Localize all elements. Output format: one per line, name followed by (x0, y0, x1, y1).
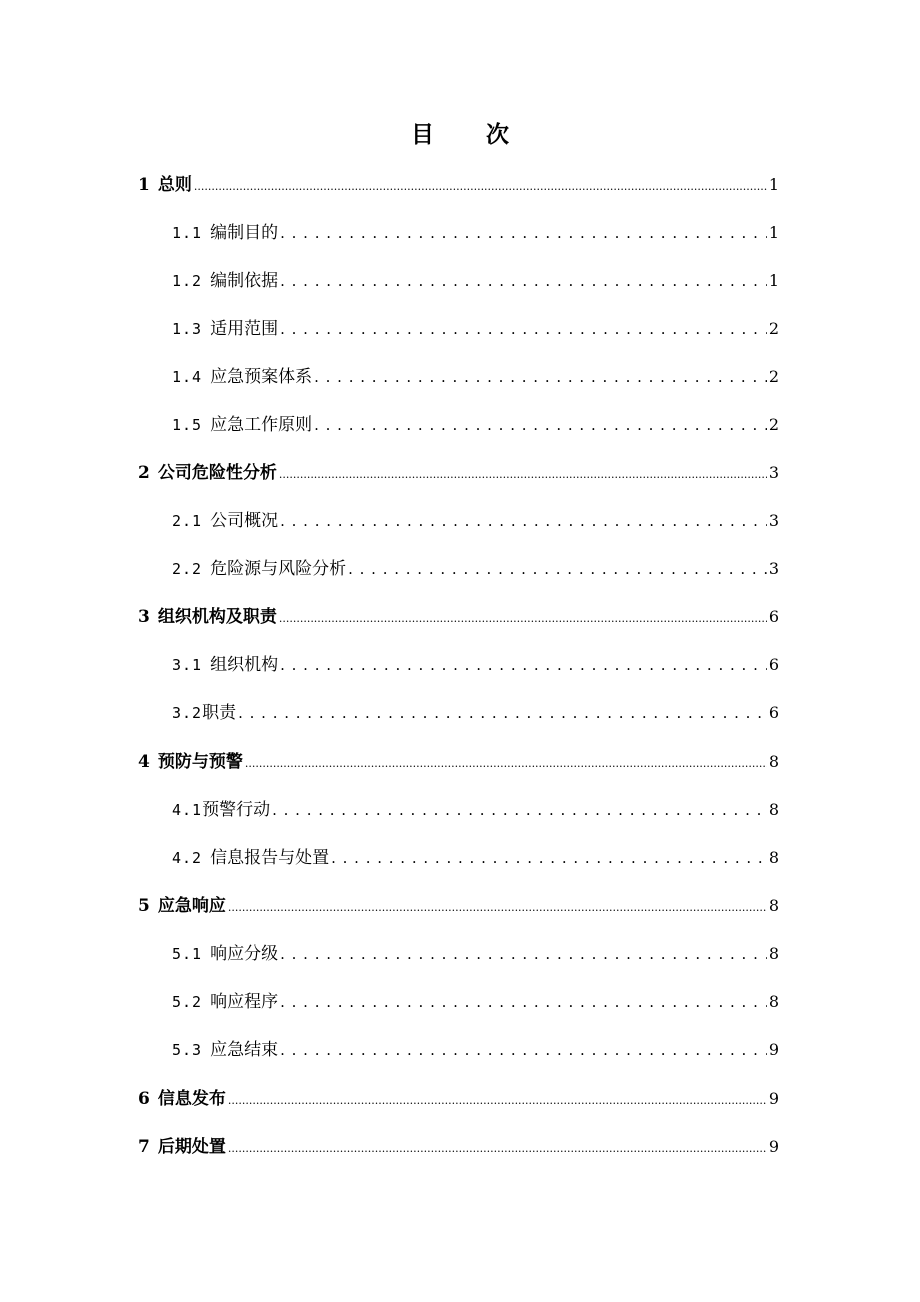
toc-leader-dots (194, 170, 767, 202)
toc-entry-number: 2.2 (172, 560, 203, 578)
toc-leader-dots (348, 554, 767, 584)
toc-title: 目 次 (410, 121, 531, 148)
toc-entry-page: 2 (768, 415, 779, 434)
toc-entry-page: 6 (768, 607, 779, 626)
toc-entry-page: 3 (768, 559, 779, 578)
toc-entry-page: 8 (768, 992, 779, 1011)
toc-entry[interactable] (172, 506, 779, 536)
toc-leader-dots (228, 1132, 767, 1164)
toc-leader-dots (280, 218, 767, 248)
toc-entry-title: 应急预案体系 (210, 367, 313, 387)
toc-entry-page: 3 (768, 511, 779, 530)
toc-entry-number: 1.2 (172, 272, 203, 290)
toc-entry-title: 公司危险性分析 (157, 463, 277, 483)
toc-entry-number: 1.3 (172, 320, 203, 338)
toc-entry[interactable] (172, 554, 779, 584)
toc-entry-title: 公司概况 (210, 511, 279, 531)
toc-entry-page: 1 (768, 223, 779, 242)
toc-entry-title: 应急工作原则 (210, 415, 313, 435)
toc-entry-number: 3 (138, 607, 150, 627)
toc-entry[interactable] (138, 458, 779, 488)
toc-entry-number: 3.2 (172, 704, 203, 722)
toc-entry[interactable] (172, 1035, 779, 1065)
toc-entry-number: 5 (138, 896, 150, 916)
toc-entry-number: 3.1 (172, 656, 203, 674)
toc-entry-page: 8 (768, 752, 779, 771)
toc-entry[interactable] (172, 843, 779, 873)
toc-entry-page: 1 (768, 271, 779, 290)
toc-entry-number: 5.1 (172, 945, 203, 963)
toc-entry-title: 编制目的 (210, 223, 279, 243)
toc-entry-page: 1 (768, 175, 779, 194)
toc-entry-page: 8 (768, 944, 779, 963)
toc-entry-page: 3 (768, 463, 779, 482)
toc-entry-number: 1.5 (172, 416, 203, 434)
toc-leader-dots (280, 266, 767, 296)
toc-leader-dots (280, 314, 767, 344)
toc-entry-number: 1 (138, 175, 150, 195)
toc-entry[interactable] (172, 410, 779, 440)
toc-entry-title: 后期处置 (157, 1137, 226, 1157)
toc-entry-page: 8 (768, 800, 779, 819)
toc-leader-dots (314, 362, 767, 392)
toc-entry-number: 4.1 (172, 801, 203, 819)
toc-leader-dots (280, 987, 767, 1017)
toc-entry[interactable] (172, 218, 779, 248)
toc-entry-title: 信息报告与处置 (210, 848, 330, 868)
toc-entry[interactable] (172, 650, 779, 680)
toc-entry[interactable] (138, 747, 779, 777)
toc-leader-dots (314, 410, 767, 440)
toc-entry[interactable] (172, 987, 779, 1017)
toc-entry-title: 职责 (202, 703, 237, 723)
toc-entry[interactable] (172, 362, 779, 392)
toc-entry[interactable] (172, 795, 779, 825)
toc-entry[interactable] (138, 891, 779, 921)
toc-entry-page: 2 (768, 367, 779, 386)
toc-entry-number: 5.2 (172, 993, 203, 1011)
toc-leader-dots (279, 602, 767, 634)
toc-entry[interactable] (172, 698, 779, 728)
toc-entry-title: 编制依据 (210, 271, 279, 291)
toc-entry-number: 4.2 (172, 849, 203, 867)
toc-entry-title: 预警行动 (202, 800, 271, 820)
toc-leader-dots (245, 747, 767, 779)
toc-entry-title: 预防与预警 (157, 752, 243, 772)
toc-leader-dots (280, 506, 767, 536)
toc-entry-page: 2 (768, 319, 779, 338)
toc-entry-number: 2 (138, 463, 150, 483)
toc-entry[interactable] (172, 939, 779, 969)
toc-entry-page: 9 (768, 1089, 779, 1108)
toc-leader-dots (280, 939, 767, 969)
toc-entry-number: 4 (138, 752, 150, 772)
toc-entry-number: 1.1 (172, 224, 203, 242)
toc-entry-number: 2.1 (172, 512, 203, 530)
toc-entry-number: 7 (138, 1137, 150, 1157)
toc-entry-page: 8 (768, 896, 779, 915)
toc-leader-dots (272, 795, 767, 825)
toc-entry[interactable] (172, 314, 779, 344)
toc-entry[interactable] (138, 1132, 779, 1162)
toc-entry[interactable] (138, 170, 779, 200)
toc-entry-number: 6 (138, 1089, 150, 1109)
toc-leader-dots (228, 1084, 767, 1116)
toc-entry-number: 1.4 (172, 368, 203, 386)
toc-leader-dots (331, 843, 767, 873)
toc-leader-dots (238, 698, 767, 728)
toc-entry-title: 应急结束 (210, 1040, 279, 1060)
toc-entry-page: 6 (768, 703, 779, 722)
toc-entry-title: 危险源与风险分析 (210, 559, 347, 579)
toc-entry[interactable] (138, 602, 779, 632)
toc-entry[interactable] (138, 1084, 779, 1114)
toc-entry-title: 应急响应 (157, 896, 226, 916)
toc-entry-title: 适用范围 (210, 319, 279, 339)
toc-entry-title: 总则 (157, 175, 192, 195)
toc-entry-title: 组织机构及职责 (157, 607, 277, 627)
toc-entry-title: 组织机构 (210, 655, 279, 675)
toc-leader-dots (228, 891, 767, 923)
toc-entry-title: 响应分级 (210, 944, 279, 964)
toc-entry-page: 8 (768, 848, 779, 867)
toc-entry[interactable] (172, 266, 779, 296)
toc-entry-title: 响应程序 (210, 992, 279, 1012)
toc-entry-page: 6 (768, 655, 779, 674)
toc-entry-title: 信息发布 (157, 1089, 226, 1109)
toc-leader-dots (280, 1035, 767, 1065)
toc-leader-dots (279, 458, 767, 490)
toc-entry-number: 5.3 (172, 1041, 203, 1059)
toc-entry-page: 9 (768, 1137, 779, 1156)
toc-entry-page: 9 (768, 1040, 779, 1059)
toc-leader-dots (280, 650, 767, 680)
